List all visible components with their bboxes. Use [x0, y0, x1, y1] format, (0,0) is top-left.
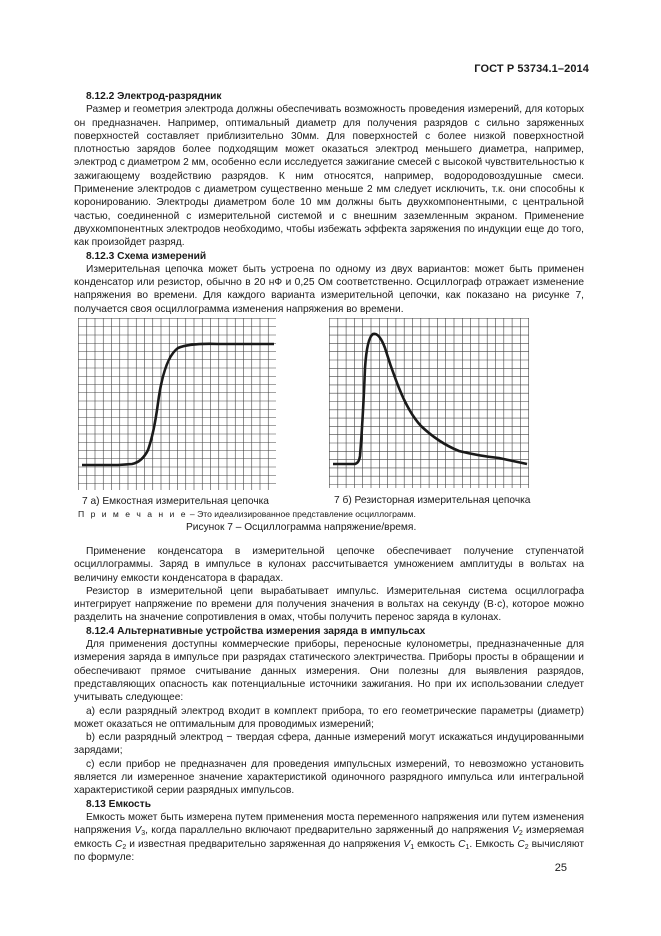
figure-title: Рисунок 7 – Осциллограмма напряжение/время.: [186, 522, 417, 533]
oscillogram-capacitive-curve: [82, 344, 274, 465]
paragraph-alternative-devices: Для применения доступны коммерческие приборы, переносные кулонометры, предназначенные для измерения заряда в импульсе при разрядах статического электричества. Приборы просты в обращении и обеспечивают прямое считывание данных измерения. Они полезны для выявления разрядов, представляющих опасность как потенциальные источники зажигания. Но при их использовании следует учитывать следующее:: [74, 639, 584, 704]
oscillogram-resistive: [329, 318, 529, 488]
document-header: ГОСТ Р 53734.1–2014: [474, 63, 589, 75]
figure-note-prefix: П р и м е ч а н и е: [78, 509, 188, 519]
heading-8-13: 8.13 Емкость: [86, 798, 151, 810]
figure-label-b: 7 б) Резисторная измерительная цепочка: [334, 495, 531, 506]
section-8-12-2: [74, 90, 584, 316]
paragraph-capacitance: Емкость может быть измерена путем применения моста переменного напряжения или путем изменения напряжения $V_3$, когда параллельно включают предварительно заряженный до напряжения $V_2$ измеряемая емкость $C_2$ и известная предварительно заряженная до напряжения $V_1$ емкость $C_1$. Емкость $C_2$ вычисляют по формуле:: [74, 811, 584, 863]
list-item-a: а) если разрядный электрод входит в комплект прибора, то его геометрические параметры (диаметр) может оказаться не оптимальным для проводимых измерений;: [74, 705, 584, 730]
figure-note: [78, 509, 416, 519]
figure-note-text: – Это идеализированное представление осциллограмм.: [187, 509, 416, 519]
paragraph-electrode: Размер и геометрия электрода должны обеспечивать возможность проведения измерений, для которых он предназначен. Например, оптимальный диаметр для получения разрядов с сильно заряженных поверхностей составляет приблизительно 30мм. Для поверхностей с более низкой поверхностной плотностью зарядов более подходящим может оказаться электрод меньшего диаметра, например, электрод с диаметром 2 мм, особенно если исследуется зажигание смесей с высокой чувствительностью к зажигающему воздействию разрядов. К ним относятся, например, водородовоздушные смеси. Применение электродов с диаметром существенно меньше 2 мм следует исключить, т.к. они способны к коронированию. Электроды диаметром боле 10 мм должны быть двухкомпонентными, с центральной частью, соединенной с измерительной системой и с внешним заземленным экраном. Применение двухкомпонентных электродов необходимо, чтобы избежать эффекта заряжения по индукции еще до того, как произойдет разряд.: [74, 104, 584, 249]
paragraph-measuring-scheme: Измерительная цепочка может быть устроена по одному из двух вариантов: может быть применен конденсатор или резистор, обычно в 20 нФ и 0,25 Ом соответственно. Осциллограф отражает изменение напряжения во времени. Для каждого варианта измерительной цепочки, как показано на рисунке 7, получается своя осциллограмма изменения напряжения во времени.: [74, 263, 584, 315]
oscillogram-capacitive: [78, 318, 276, 490]
page-number: 25: [554, 862, 567, 874]
list-item-b: b) если разрядный электрод − твердая сфера, данные измерений могут искажаться индуцированными зарядами;: [74, 732, 584, 757]
list-item-c: с) если прибор не предназначен для проведения импульсных измерений, то невозможно установить является ли измеренное значение характеристикой одиночного разрядного импульса или интегральной характеристикой серии разрядных импульсов.: [74, 758, 584, 797]
paragraph-resistor: Резистор в измерительной цепи вырабатывает импульс. Измерительная система осциллографа интегрирует напряжение по времени для получения значения в вольтах на секунду (В·с), которое можно разделить на значение сопротивления в омах, чтобы получить перенос заряда в кулонах.: [74, 585, 584, 624]
body-after-figure: [74, 545, 584, 864]
heading-8-12-2: 8.12.2 Электрод-разрядник: [86, 91, 222, 102]
heading-8-12-3: 8.12.3 Схема измерений: [86, 250, 207, 262]
heading-8-12-4: 8.12.4 Альтернативные устройства измерения заряда в импульсах: [86, 625, 426, 637]
figure-label-a: 7 а) Емкостная измерительная цепочка: [82, 496, 269, 507]
paragraph-capacitor: Применение конденсатора в измерительной цепочке обеспечивает получение ступенчатой осциллограммы. Заряд в импульсе в кулонах рассчитывается умножением амплитуды в вольтах на величину емкости конденсатора в фарадах.: [74, 546, 584, 584]
oscillogram-resistive-curve: [333, 334, 527, 464]
